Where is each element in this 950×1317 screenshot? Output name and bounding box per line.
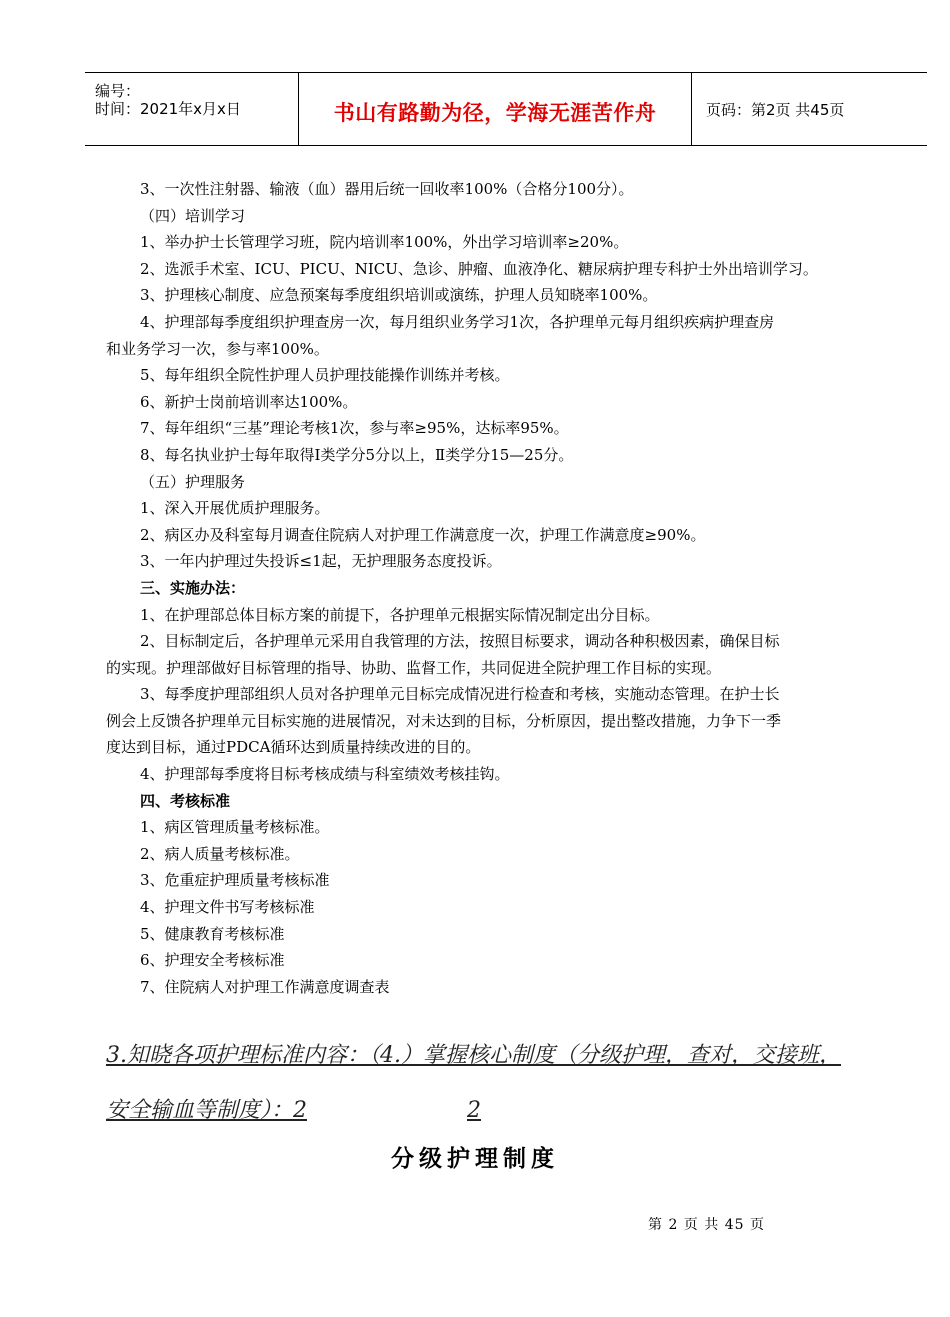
header-left-cell: [85, 73, 299, 145]
italic-line-2-number: 2: [467, 1098, 481, 1123]
subsection-heading: （四）培训学习: [140, 206, 246, 225]
text-line: 2、病区办及科室每月调查住院病人对护理工作满意度一次，护理工作满意度≥90%。: [140, 525, 706, 544]
section-heading: 三、实施办法：: [140, 578, 246, 597]
italic-line-1: 3.知晓各项护理标准内容：（4.）掌握核心制度（分级护理，查对，交接班，: [106, 1043, 841, 1068]
text-line: 7、每年组织“三基”理论考核1次，参与率≥95%，达标率95%。: [140, 419, 569, 438]
text-line: 2、选派手术室、ICU、PICU、NICU、急诊、肿瘤、血液净化、糖尿病护理专科护士外出培训学习。: [140, 259, 818, 278]
text-line: 和业务学习一次，参与率100%。: [106, 339, 329, 358]
section-heading: 四、考核标准: [140, 791, 231, 810]
text-line: 4、护理部每季度将目标考核成绩与科室绩效考核挂钩。: [140, 765, 510, 784]
document-body: [106, 176, 906, 1000]
page-footer: 第 2 页 共 45 页: [648, 1217, 765, 1233]
italic-line-2: [106, 1083, 916, 1138]
list-item: 1、病区管理质量考核标准。: [140, 818, 330, 837]
italic-note: [106, 1028, 916, 1138]
text-line: 8、每名执业护士每年取得Ⅰ类学分5分以上，Ⅱ类学分15—25分。: [140, 445, 574, 464]
list-item: 4、护理文件书写考核标准: [140, 898, 315, 917]
text-line: 3、每季度护理部组织人员对各护理单元目标完成情况进行检查和考核，实施动态管理。在护士长: [140, 685, 780, 704]
page-header: [85, 72, 927, 146]
text-line: 3、护理核心制度、应急预案每季度组织培训或演练，护理人员知晓率100%。: [140, 286, 658, 305]
subsection-heading: （五）护理服务: [140, 472, 246, 491]
text-line: 3、一次性注射器、输液（血）器用后统一回收率100%（合格分100分）。: [140, 180, 634, 198]
list-item: 3、危重症护理质量考核标准: [140, 871, 330, 890]
text-line: 3、一年内护理过失投诉≤1起，无护理服务态度投诉。: [140, 552, 502, 571]
text-line: 6、新护士岗前培训率达100%。: [140, 392, 358, 411]
header-right-cell: [692, 73, 927, 145]
text-line: 例会上反馈各护理单元目标实施的进展情况，对未达到的目标，分析原因，提出整改措施，力争下一季: [106, 711, 782, 730]
text-line: 1、在护理部总体目标方案的前提下，各护理单元根据实际情况制定出分目标。: [140, 605, 660, 624]
list-item: 5、健康教育考核标准: [140, 924, 285, 943]
text-line: 4、护理部每季度组织护理查房一次，每月组织业务学习1次，各护理单元每月组织疾病护理查房: [140, 312, 775, 331]
page-info: 页码：第2页 共45页: [706, 101, 845, 119]
text-line: 度达到目标，通过PDCA循环达到质量持续改进的目的。: [106, 738, 481, 757]
text-line: 2、目标制定后，各护理单元采用自我管理的方法，按照目标要求，调动各种积极因素，确保目标: [140, 632, 780, 651]
list-item: 2、病人质量考核标准。: [140, 844, 300, 863]
doc-time-label: 时间：2021年x月x日: [95, 100, 241, 118]
header-center-cell: [299, 73, 692, 145]
list-item: 7、住院病人对护理工作满意度调查表: [140, 977, 390, 996]
text-line: 5、每年组织全院性护理人员护理技能操作训练并考核。: [140, 366, 510, 385]
doc-code-label: 编号：: [95, 82, 141, 100]
italic-line-2-text: 安全输血等制度）：2: [106, 1098, 307, 1123]
motto: 书山有路勤为径，学海无涯苦作舟: [333, 101, 657, 125]
list-item: 6、护理安全考核标准: [140, 951, 285, 970]
section-title: 分级护理制度: [391, 1146, 559, 1172]
text-line: 1、深入开展优质护理服务。: [140, 499, 330, 518]
text-line: 的实现。护理部做好目标管理的指导、协助、监督工作，共同促进全院护理工作目标的实现。: [106, 658, 722, 677]
text-line: 1、举办护士长管理学习班，院内培训率100%，外出学习培训率≥20%。: [140, 233, 629, 252]
